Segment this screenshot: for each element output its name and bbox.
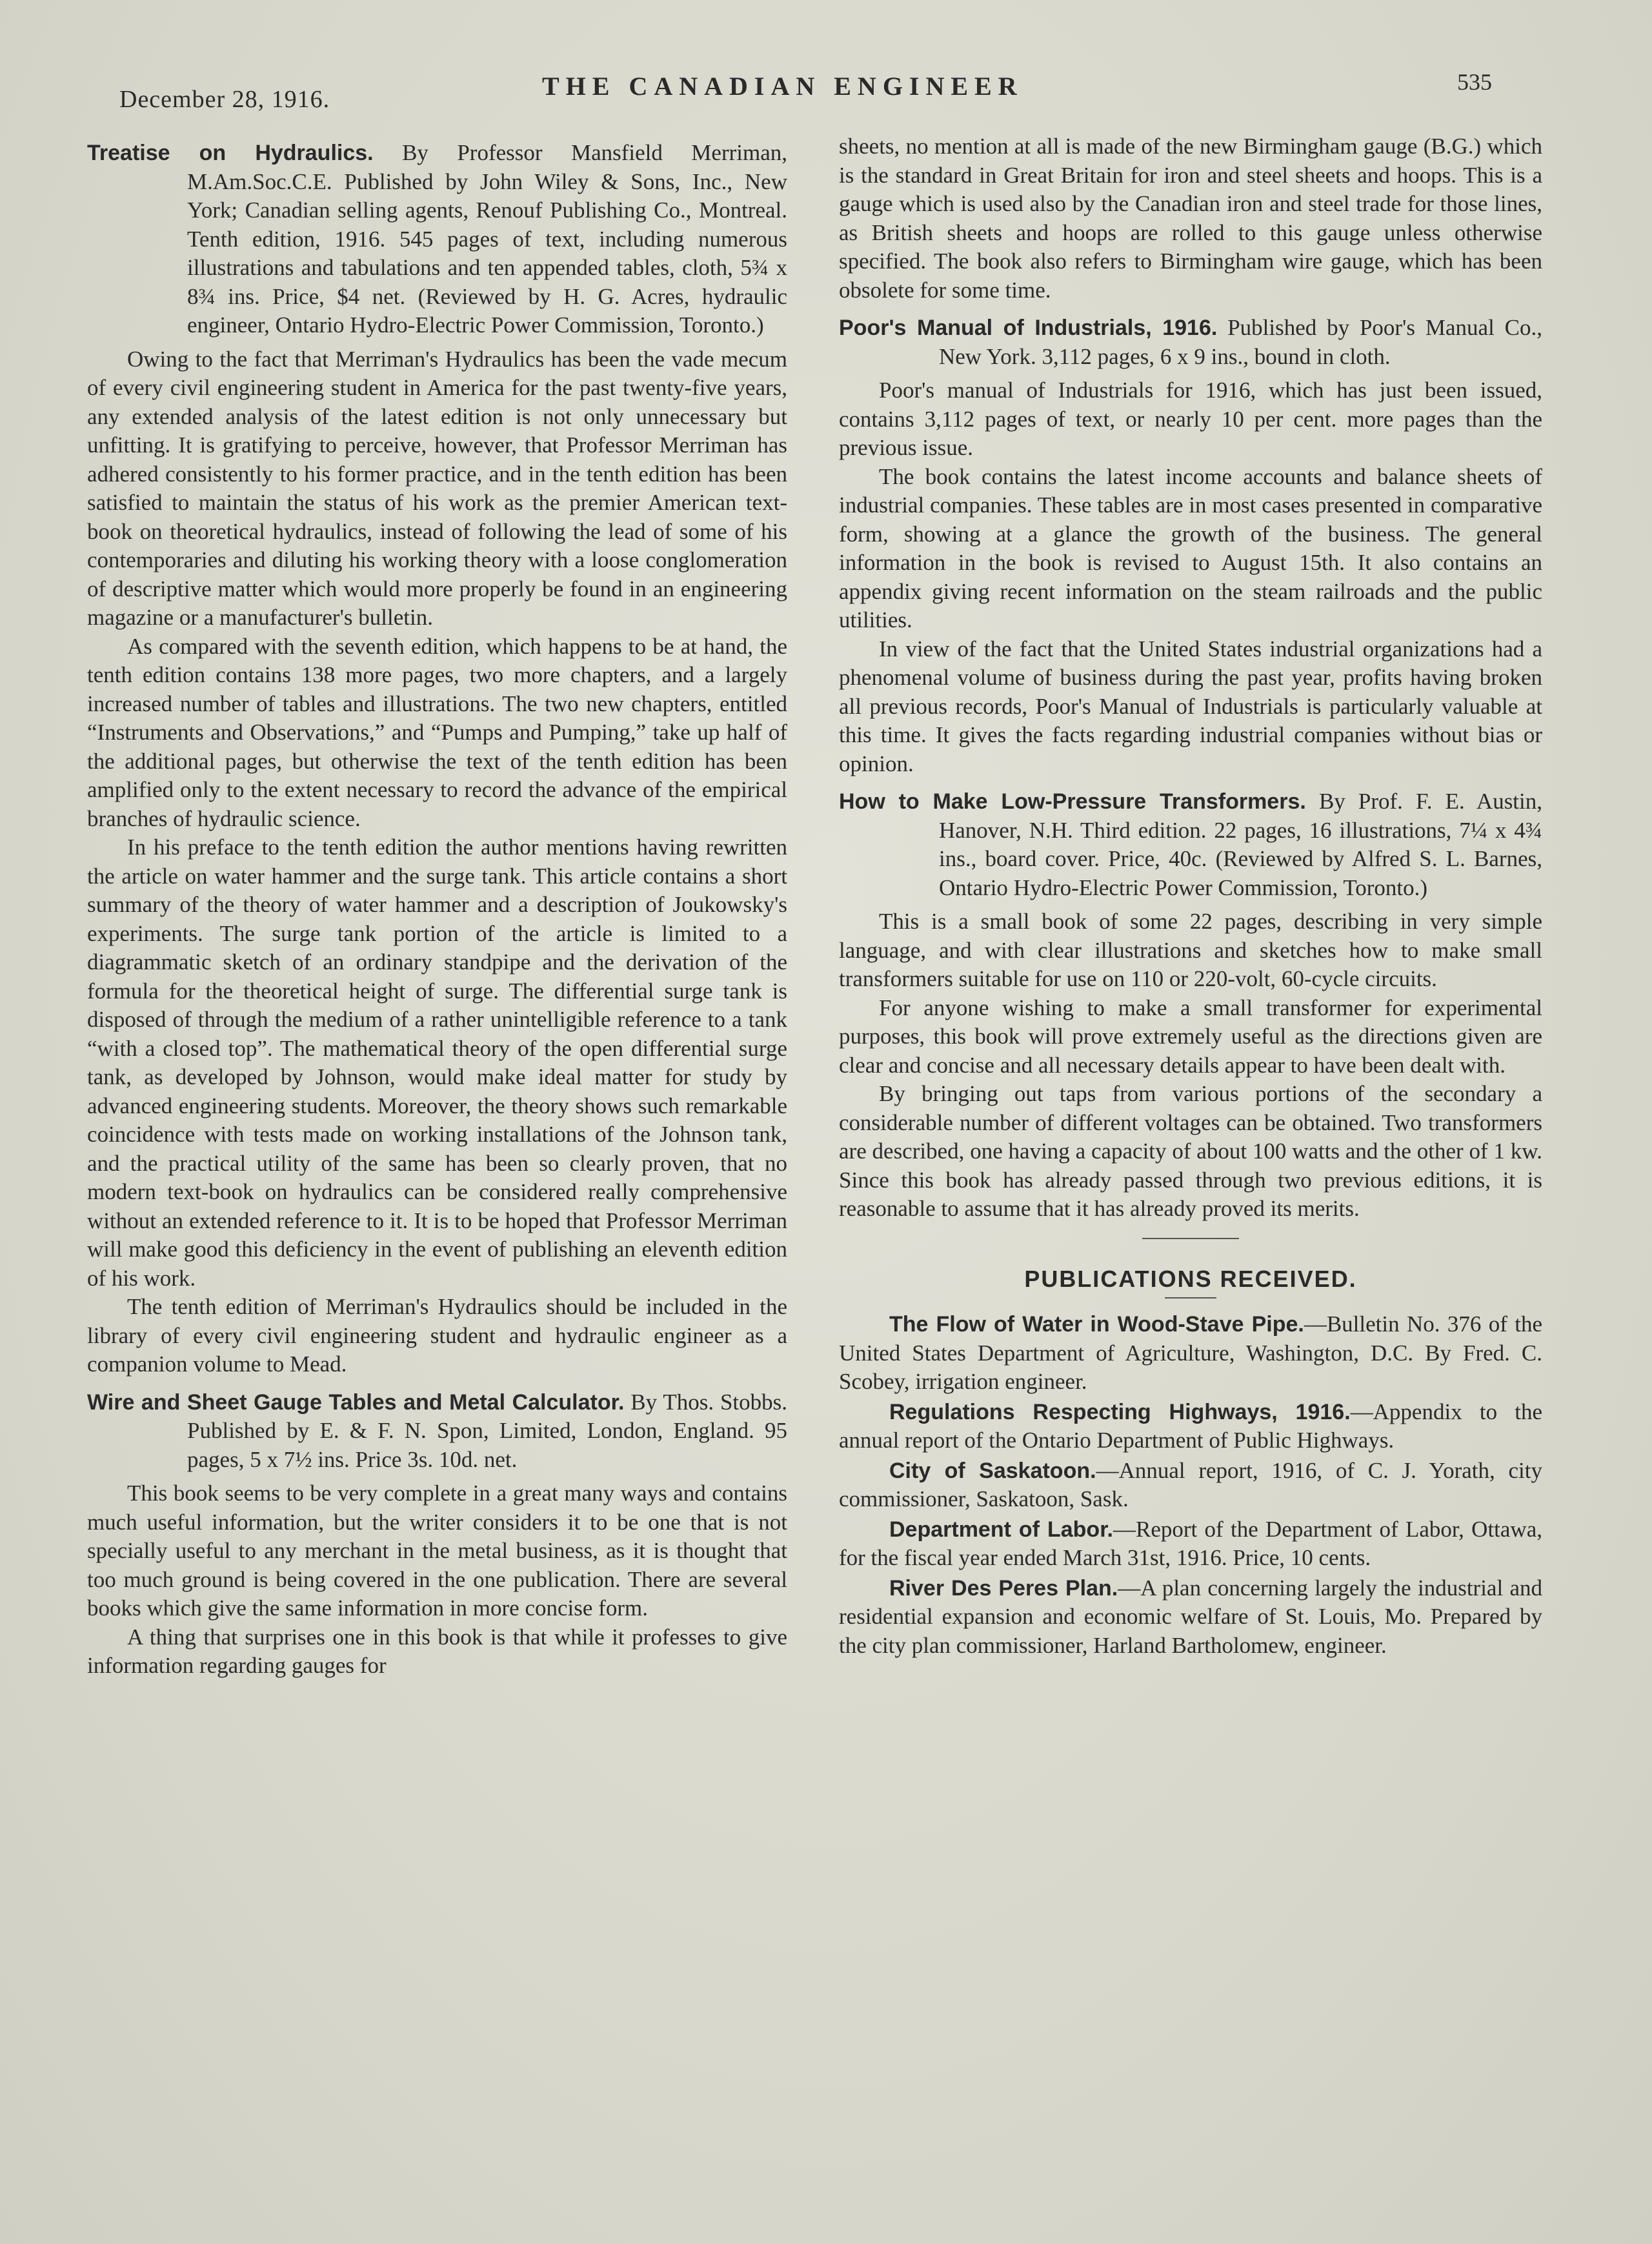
publication-title: Regulations Respecting Highways, 1916. <box>889 1399 1351 1424</box>
publication-text: —Report of the Department of Labor, Ottawa, for the fiscal year ended March 31st, 1916. Price, 10 cents. <box>839 1516 1542 1570</box>
publications-heading: PUBLICATIONS RECEIVED. <box>1024 1265 1357 1292</box>
review-paragraph: As compared with the seventh edition, which happens to be at hand, the tenth edition contains 138 more pages, two more chapters, and a largely increased number of tables and illustrations. The two new chapters, entitled “Instruments and Observations,” and “Pumps and Pumping,” take up half of the additional pages, but otherwise the text of the tenth edition has been amplified only to the extent necessary to record the advance of the empirical branches of hydraulic science. <box>87 633 787 831</box>
review-header <box>87 139 787 340</box>
right-column <box>839 132 1542 1661</box>
publication-item <box>839 1457 1542 1514</box>
review-title: Poor's Manual of Industrials, 1916. <box>839 316 1218 340</box>
journal-title: THE CANADIAN ENGINEER <box>542 72 1023 101</box>
review-paragraph: By bringing out taps from various portions of the secondary a considerable number of different voltages can be obtained. Two transformers are described, one having a capacity of about 100 watts and the other of 1 kw. Since this book has already passed through two previous editions, it is reasonable to assume that it has already proved its merits. <box>839 1081 1542 1221</box>
review-paragraph: The tenth edition of Merriman's Hydraulics should be included in the library of every civil engineering student and hydraulic engineer as a companion volume to Mead. <box>87 1294 787 1377</box>
publication-title: Department of Labor. <box>889 1517 1113 1542</box>
review-paragraph: This book seems to be very complete in a great many ways and contains much useful information, but the writer considers it to be one that is not specially useful to any merchant in the metal business, as it is thought that too much ground is being covered in the one publication. There are several books which give the same information in more concise form. <box>87 1481 787 1621</box>
publication-title: River Des Peres Plan. <box>889 1575 1118 1601</box>
publication-text: —A plan concerning largely the industrial and residential expansion and economic welfare of St. Louis, Mo. Prepared by the city plan commissioner, Harland Bartholomew, engineer. <box>839 1575 1542 1658</box>
heading-rule <box>1165 1297 1216 1299</box>
review-paragraph: In his preface to the tenth edition the author mentions having rewritten the article on water hammer and the surge tank. This article contains a short summary of the theory of water hammer and a description of Joukowsky's experiments. The surge tank portion of the article is limited to a diagrammatic sketch of an ordinary standpipe and the derivation of the formula for the theoretical height of surge. The differential surge tank is disposed of through the medium of a rather unintelligible reference to a tank “with a closed top”. The mathematical theory of the open differential surge tank, as developed by Johnson, would make ideal matter for study by advanced engineering students. Moreover, the theory shows such remarkable coincidence with tests made on working installations of the Johnson tank, and the practical utility of the same has been so clearly proven, that no modern text-book on hydraulics can be considered really comprehensive without an extended reference to it. It is to be hoped that Professor Merriman will make good this deficiency in the event of publishing an eleventh edition of his work. <box>87 834 787 1291</box>
review-hydraulics <box>87 139 787 1379</box>
issue-date: December 28, 1916. <box>119 86 330 113</box>
review-header <box>839 787 1542 902</box>
review-poors-manual <box>839 314 1542 778</box>
publication-text: —Appendix to the annual report of the Ontario Department of Public Highways. <box>839 1399 1542 1453</box>
review-transformers <box>839 787 1542 1224</box>
review-header <box>87 1388 787 1475</box>
review-details: Published by Poor's Manual Co., New York. 3,112 pages, 6 x 9 ins., bound in cloth. <box>939 315 1542 369</box>
publication-title: City of Saskatoon. <box>889 1458 1096 1483</box>
publication-title: The Flow of Water in Wood-Stave Pipe. <box>889 1312 1304 1337</box>
review-paragraph: The book contains the latest income accounts and balance sheets of industrial companies. These tables are in most cases presented in comparative form, showing at a glance the growth of the business. The general information in the book is revised to August 15th. It also contains an appendix giving recent information on the steam railroads and the public utilities. <box>839 463 1542 632</box>
publication-item <box>839 1574 1542 1661</box>
review-wire-gauge <box>87 1388 787 1681</box>
left-column <box>87 139 787 1686</box>
publications-received <box>839 1265 1542 1661</box>
review-paragraph: Poor's manual of Industrials for 1916, which has just been issued, contains 3,112 pages of text, or nearly 10 per cent. more pages than the previous issue. <box>839 378 1542 460</box>
page-number: 535 <box>1457 69 1492 95</box>
wire-gauge-continued: sheets, no mention at all is made of the new Birmingham gauge (B.G.) which is the standard in Great Britain for iron and steel sheets and hoops. This is a gauge which is used also by the Canadian iron and steel trade for those lines, as British sheets and hoops are rolled to this gauge unless otherwise specified. The book also refers to Birmingham wire gauge, which has been obsolete for some time. <box>839 134 1542 303</box>
review-title: Treatise on Hydraulics. <box>87 141 374 165</box>
review-details: By Professor Mansfield Merriman, M.Am.Soc.C.E. Published by John Wiley & Sons, Inc., New York; Canadian selling agents, Renouf Publishing Co., Montreal. Tenth edition, 1916. 545 pages of text, including numerous illustrations and tabulations and ten appended tables, cloth, 5¾ x 8¾ ins. Price, $4 net. (Reviewed by H. G. Acres, hydraulic engineer, Ontario Hydro-Electric Power Commission, Toronto.) <box>187 140 788 338</box>
review-details: By Prof. F. E. Austin, Hanover, N.H. Third edition. 22 pages, 16 illustrations, 7¼ x 4¾ ins., board cover. Price, 40c. (Reviewed by Alfred S. L. Barnes, Ontario Hydro-Electric Power Commission, Toronto.) <box>939 789 1543 900</box>
publication-text: —Bulletin No. 376 of the United States Department of Agriculture, Washington, D.C. By Fred. C. Scobey, irrigation engineer. <box>839 1311 1543 1394</box>
publication-item <box>839 1310 1542 1397</box>
review-paragraph: In view of the fact that the United States industrial organizations had a phenomenal volume of business during the past year, profits having broken all previous records, Poor's Manual of Industrials is particularly valuable at this time. It gives the facts regarding industrial companies without bias or opinion. <box>839 636 1542 776</box>
review-title: Wire and Sheet Gauge Tables and Metal Calculator. <box>87 1390 625 1415</box>
review-title: How to Make Low-Pressure Transformers. <box>839 789 1306 814</box>
review-details: By Thos. Stobbs. Published by E. & F. N. Spon, Limited, London, England. 95 pages, 5 x 7½ ins. Price 3s. 10d. net. <box>187 1389 788 1472</box>
publication-text: —Annual report, 1916, of C. J. Yorath, city commissioner, Saskatoon, Sask. <box>839 1457 1542 1511</box>
publication-item <box>839 1515 1542 1573</box>
review-paragraph: A thing that surprises one in this book is that while it professes to give information regarding gauges for <box>87 1624 787 1678</box>
review-header <box>839 314 1542 371</box>
publication-item <box>839 1398 1542 1455</box>
review-paragraph: This is a small book of some 22 pages, describing in very simple language, and with clear illustrations and sketches how to make small transformers suitable for use on 110 or 220-volt, 60-cycle circuits. <box>839 909 1542 991</box>
review-paragraph: For anyone wishing to make a small transformer for experimental purposes, this book will prove extremely useful as the directions given are clear and concise and all necessary details appear to have been dealt with. <box>839 995 1542 1078</box>
review-paragraph: Owing to the fact that Merriman's Hydraulics has been the vade mecum of every civil engineering student in America for the past twenty-five years, any extended analysis of the latest edition is not only unnecessary but unfitting. It is gratifying to perceive, however, that Professor Merriman has adhered consistently to his former practice, and in the tenth edition has been satisfied to maintain the status of his work as the premier American text-book on theoretical hydraulics, instead of following the lead of some of his contemporaries and diluting his working theory with a loose conglomeration of descriptive matter which would more properly be found in an engineering magazine or a manufacturer's bulletin. <box>87 346 787 630</box>
section-divider <box>1142 1238 1239 1239</box>
